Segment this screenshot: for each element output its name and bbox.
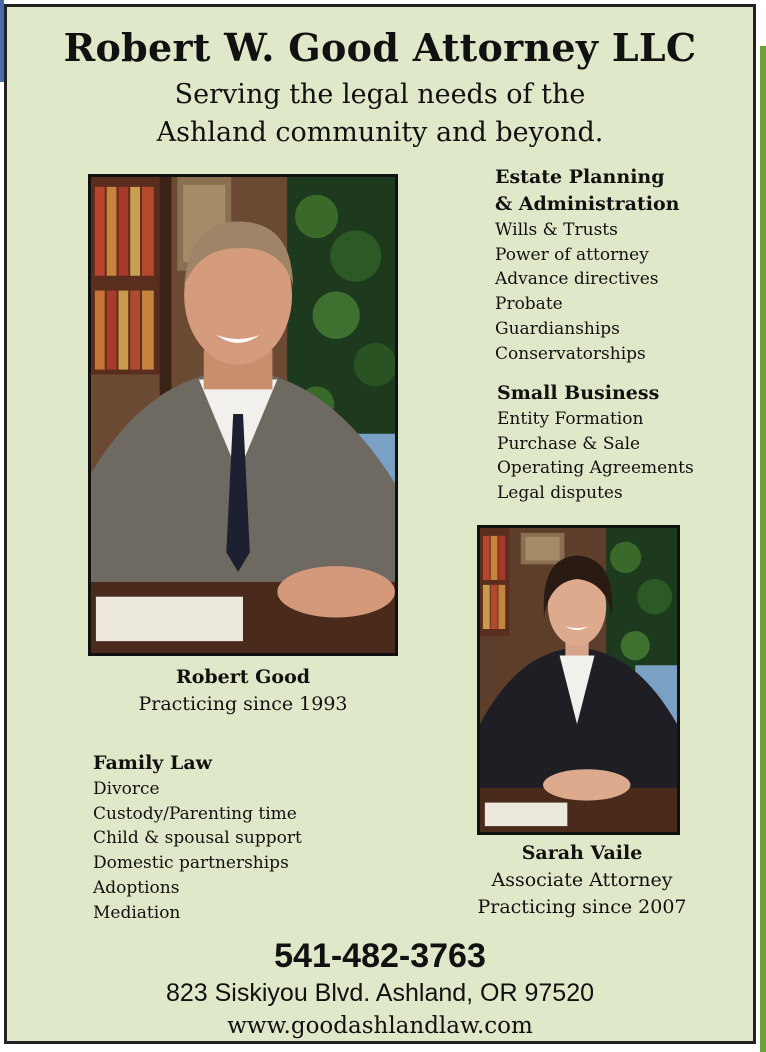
firm-title: Robert W. Good Attorney LLC [63, 25, 697, 70]
list-item: Wills & Trusts [495, 220, 618, 240]
estate-planning-heading-1: Estate Planning [495, 166, 665, 188]
attorney-practicing-since: Practicing since 2007 [477, 896, 687, 918]
list-item: Advance directives [495, 269, 659, 290]
family-law-heading: Family Law [93, 752, 212, 774]
attorney-name: Sarah Vaile [521, 842, 643, 864]
family-law-section [93, 750, 302, 925]
list-item: Adoptions [93, 877, 180, 898]
phone-number: 541-482-3763 [274, 937, 486, 975]
advertisement [4, 4, 756, 1044]
small-business-heading: Small Business [497, 382, 660, 404]
website-url: www.goodashlandlaw.com [227, 1013, 533, 1039]
attorney-name: Robert Good [175, 666, 311, 688]
small-business-section [497, 380, 694, 506]
estate-planning-section [495, 164, 679, 366]
tagline-line-1: Serving the legal needs of the [174, 79, 586, 110]
list-item: Domestic partnerships [93, 853, 289, 874]
right-edge-strip [760, 46, 766, 1052]
list-item: Operating Agreements [497, 458, 694, 479]
attorney-title: Associate Attorney [491, 869, 673, 891]
street-address: 823 Siskiyou Blvd. Ashland, OR 97520 [165, 979, 595, 1007]
list-item: Legal disputes [497, 483, 623, 504]
list-item: Guardianships [495, 318, 620, 339]
list-item: Purchase & Sale [497, 433, 641, 454]
list-item: Probate [495, 294, 563, 315]
list-item: Entity Formation [497, 409, 644, 429]
list-item: Child & spousal support [93, 828, 302, 849]
attorney-practicing-since: Practicing since 1993 [138, 693, 348, 715]
list-item: Mediation [93, 902, 181, 923]
list-item: Custody/Parenting time [93, 803, 297, 824]
estate-planning-heading-2: & Administration [495, 193, 680, 215]
list-item: Conservatorships [495, 343, 646, 364]
robert-good-caption [88, 664, 398, 718]
sarah-vaile-photo [477, 525, 680, 835]
tagline-line-2: Ashland community and beyond. [156, 117, 604, 148]
list-item: Power of attorney [495, 244, 649, 265]
sarah-vaile-caption [452, 840, 712, 921]
robert-good-photo [88, 174, 398, 656]
list-item: Divorce [93, 779, 160, 799]
